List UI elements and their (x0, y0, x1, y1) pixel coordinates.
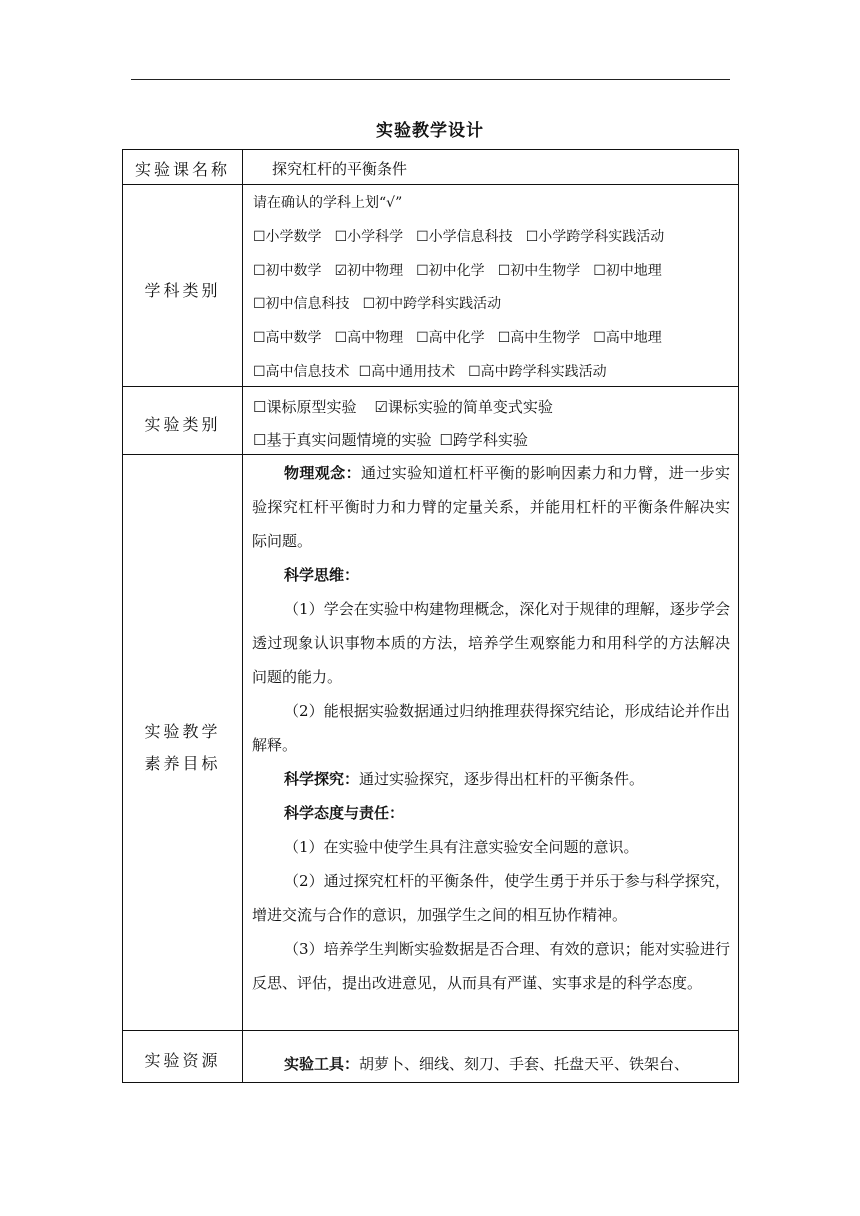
exp-type-row-1 (253, 396, 566, 417)
checkbox-option[interactable]: ☐小学跨学科实践活动 (525, 229, 665, 245)
goal-heading: 科学探究： (284, 770, 360, 788)
checkbox-option[interactable]: ☐初中信息科技 (253, 296, 350, 312)
subject-row-5 (253, 361, 620, 381)
goal-heading: 物理观念： (284, 464, 361, 482)
label-subject: 学科类别 (144, 281, 221, 300)
resources-text: 实验工具：胡萝卜、细线、刻刀、手套、托盘天平、铁架台、 (284, 1055, 690, 1073)
checkbox-option[interactable]: ☐高中数学 (253, 330, 322, 346)
checkbox-option-checked[interactable]: ☑初中物理 (334, 263, 404, 279)
course-name-value: 探究杠杆的平衡条件 (272, 160, 408, 178)
label-course-name: 实验课名称 (134, 160, 230, 179)
goal-paragraph: （1）在实验中使学生具有注意实验安全问题的意识。 (284, 838, 639, 856)
goal-paragraph: （1）学会在实验中构建物理概念，深化对于规律的理解，逐步学会透过现象认识事物本质的方法，培养学生观察能力和用科学的方法解决问题的能力。 (252, 600, 730, 686)
subject-row-1 (253, 226, 677, 246)
goal-paragraph: （2）能根据实验数据通过归纳推理获得探究结论，形成结论并作出解释。 (252, 702, 730, 754)
checkbox-option-checked[interactable]: ☑课标实验的简单变式实验 (374, 398, 553, 416)
checkbox-option[interactable]: ☐初中跨学科实践活动 (362, 296, 502, 312)
subject-row-4 (253, 327, 675, 347)
checkbox-option[interactable]: ☐跨学科实验 (439, 431, 528, 449)
checkbox-option[interactable]: ☐初中地理 (593, 263, 662, 279)
checkbox-option[interactable]: ☐高中化学 (416, 330, 485, 346)
exp-type-row-2 (253, 429, 541, 450)
checkbox-option[interactable]: ☐初中生物学 (497, 263, 581, 279)
subject-row-3 (253, 293, 514, 313)
goal-physics-concept: 物理观念：通过实验知道杠杆平衡的影响因素力和力臂，进一步实验探究杠杆平衡时力和力臂的定量关系，并能用杠杆的平衡条件解决实际问题。 (252, 464, 730, 550)
goal-scientific-inquiry: 科学探究：通过实验探究，逐步得出杠杆的平衡条件。 (284, 770, 645, 788)
checkbox-option[interactable]: ☐初中数学 (253, 263, 322, 279)
checkbox-option[interactable]: ☐小学科学 (334, 229, 404, 245)
header-rule (131, 79, 730, 80)
goal-paragraph: （2）通过探究杠杆的平衡条件，使学生勇于并乐于参与科学探究，增进交流与合作的意识，加强学生之间的相互协作精神。 (252, 872, 730, 924)
resources-heading: 实验工具： (284, 1055, 360, 1073)
checkbox-option[interactable]: ☐小学信息科技 (416, 229, 513, 245)
label-resources: 实验资源 (144, 1051, 221, 1070)
label-goal-1: 实验教学 (144, 722, 221, 741)
goal-scientific-thinking-heading (252, 558, 730, 592)
checkbox-option[interactable]: ☐高中生物学 (497, 330, 581, 346)
checkbox-option[interactable]: ☐高中跨学科实践活动 (468, 364, 607, 380)
goal-heading: 科学思维： (284, 566, 360, 584)
label-goal-2: 素养目标 (144, 754, 221, 773)
goal-heading: 科学态度与责任： (284, 804, 405, 822)
checkbox-option[interactable]: ☐初中化学 (416, 263, 485, 279)
checkbox-option[interactable]: ☐高中地理 (593, 330, 662, 346)
checkbox-option[interactable]: ☐课标原型实验 (253, 398, 357, 416)
label-exp-type: 实验类别 (144, 415, 221, 434)
checkbox-option[interactable]: ☐高中物理 (334, 330, 404, 346)
subject-instruction: 请在确认的学科上划“√” (253, 195, 403, 211)
checkbox-option[interactable]: ☐小学数学 (253, 229, 322, 245)
subject-row-2 (253, 260, 675, 280)
goal-attitude-heading (252, 796, 730, 830)
page-title: 实验教学设计 (376, 121, 484, 141)
checkbox-option[interactable]: ☐基于真实问题情境的实验 (253, 431, 432, 449)
checkbox-option[interactable]: ☐高中信息技术 (253, 364, 350, 380)
goal-paragraph: （3）培养学生判断实验数据是否合理、有效的意识；能对实验进行反思、评估，提出改进意见，从而具有严谨、实事求是的科学态度。 (252, 940, 730, 992)
checkbox-option[interactable]: ☐高中通用技术 (358, 364, 456, 380)
